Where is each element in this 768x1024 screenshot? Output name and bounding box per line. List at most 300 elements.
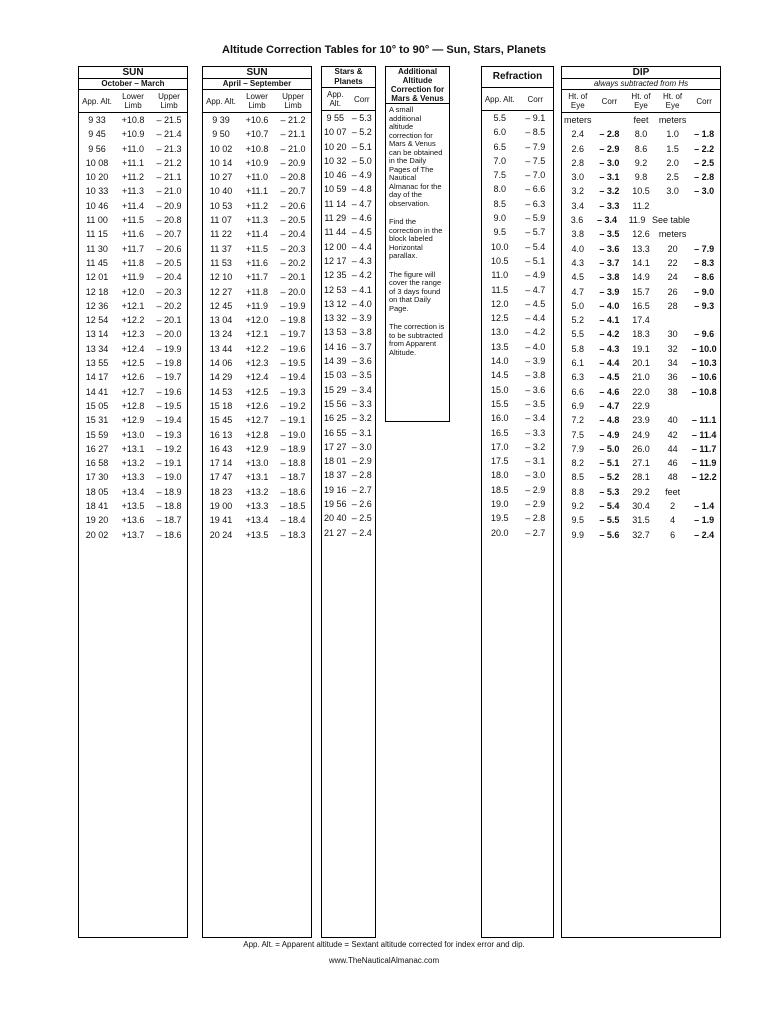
table-cell: 9 33	[88, 115, 106, 125]
table-cell: 12 01	[85, 272, 109, 283]
table-row	[482, 497, 553, 511]
table-cell: 8.0	[493, 184, 506, 195]
table-cell: – 21.5	[156, 115, 182, 125]
table-row	[562, 313, 720, 327]
table-cell: – 4.6	[599, 386, 620, 397]
table-row	[482, 397, 553, 411]
col-ht-eye-ft: Ht. of Eye	[631, 92, 651, 110]
table-cell: +12.0	[121, 286, 145, 297]
table-cell: – 10.6	[691, 372, 717, 383]
table-cell: – 19.5	[156, 400, 182, 411]
table-cell: +13.2	[121, 458, 145, 469]
table-cell: – 19.1	[156, 458, 182, 469]
table-cell: – 4.2	[351, 270, 372, 281]
table-row	[482, 111, 553, 125]
table-cell: 22.9	[632, 400, 650, 411]
table-cell: – 19.7	[156, 372, 182, 383]
table-row	[322, 154, 375, 168]
table-cell: – 4.4	[599, 358, 620, 369]
table-row	[203, 356, 311, 370]
table-cell: +10.6	[245, 115, 269, 125]
table-cell: 6.5	[493, 141, 506, 152]
table-cell: 8.2	[571, 458, 585, 469]
table-cell: – 18.9	[280, 443, 306, 454]
table-cell: – 9.0	[694, 286, 715, 297]
table-row	[482, 268, 553, 282]
table-cell: +11.5	[121, 215, 145, 226]
table-cell: 4	[670, 515, 676, 526]
table-cell: 1.5	[666, 143, 679, 154]
table-row	[482, 125, 553, 139]
table-cell: – 10.8	[691, 386, 717, 397]
table-cell: 21.0	[632, 372, 650, 383]
table-cell: – 3.5	[599, 229, 620, 240]
table-cell: 19 00	[209, 501, 233, 512]
table-cell: 16 13	[209, 429, 233, 440]
table-cell: 19.5	[490, 513, 509, 524]
table-cell: 11 44	[324, 227, 347, 238]
table-row	[322, 182, 375, 196]
table-row	[482, 526, 553, 540]
table-cell: – 3.8	[351, 327, 372, 338]
table-cell: – 3.5	[351, 370, 372, 381]
table-cell: 18.3	[632, 329, 650, 340]
table-cell: +13.2	[245, 486, 269, 497]
table-cell: +11.4	[121, 200, 145, 211]
table-cell: 10 53	[209, 200, 233, 211]
table-row	[203, 270, 311, 284]
table-cell: – 4.2	[525, 327, 546, 338]
table-cell: – 2.2	[694, 143, 715, 154]
table-cell: 10.5	[632, 186, 650, 197]
table-cell: 27.1	[632, 458, 650, 469]
table-cell: – 19.4	[280, 372, 306, 383]
table-cell: 10 59	[323, 184, 347, 195]
table-cell: – 19.2	[156, 443, 182, 454]
table-cell: +11.7	[121, 243, 145, 254]
table-cell: – 5.1	[599, 458, 620, 469]
table-cell: 15 45	[209, 415, 233, 426]
table-cell: – 2.9	[351, 456, 372, 467]
table-row	[79, 299, 187, 313]
table-row	[79, 127, 187, 141]
table-cell: 9 39	[212, 115, 230, 125]
table-row	[203, 485, 311, 499]
table-cell: 2.8	[571, 157, 585, 168]
stars-header: Stars & Planets	[322, 67, 375, 88]
table-cell: – 20.3	[156, 286, 182, 297]
table-cell: 10 02	[209, 143, 233, 154]
table-row	[322, 483, 375, 497]
table-cell: – 4.7	[599, 400, 620, 411]
table-cell: – 19.4	[156, 415, 182, 426]
table-cell: 11 07	[210, 215, 232, 226]
table-row	[79, 370, 187, 384]
table-cell: meters	[564, 115, 592, 125]
table-cell: 11.0	[491, 270, 509, 281]
table-cell: +12.4	[121, 343, 145, 354]
table-cell: – 3.6	[525, 384, 546, 395]
table-row	[482, 426, 553, 440]
col-lower-limb: Lower Limb	[122, 92, 144, 110]
table-cell: 15.0	[490, 384, 509, 395]
table-cell: – 2.5	[351, 513, 372, 524]
table-cell: 15.5	[490, 398, 509, 409]
table-row	[79, 256, 187, 270]
table-cell: – 3.3	[599, 200, 620, 211]
table-cell: +13.5	[121, 501, 145, 512]
table-cell: +11.0	[245, 172, 269, 183]
table-cell: – 7.5	[525, 155, 546, 166]
table-cell: – 3.8	[599, 272, 620, 283]
table-row	[562, 470, 720, 484]
table-row	[322, 340, 375, 354]
table-cell: 10 32	[323, 155, 347, 166]
table-cell: – 9.1	[525, 113, 546, 123]
table-cell: 12.6	[632, 229, 650, 240]
table-cell: – 20.4	[156, 272, 182, 283]
table-cell: – 10.3	[691, 358, 717, 369]
table-cell: – 2.8	[599, 129, 620, 140]
table-cell: 11.5	[491, 284, 509, 295]
venus-p3: The figure will cover the range of 3 days found on that Daily Page.	[389, 269, 442, 313]
table-cell: – 20.6	[280, 200, 306, 211]
table-cell: +12.1	[245, 329, 269, 340]
table-row	[322, 240, 375, 254]
table-row	[322, 297, 375, 311]
table-cell: 13.0	[490, 327, 509, 338]
table-cell: 20	[667, 243, 678, 254]
table-row	[203, 327, 311, 341]
table-cell: – 5.1	[351, 141, 372, 152]
table-row	[562, 485, 720, 499]
table-cell: – 18.4	[280, 515, 306, 526]
sun-oct-mar-table	[78, 66, 188, 938]
table-cell: 17 47	[209, 472, 233, 483]
table-cell: 20 02	[85, 529, 109, 540]
table-cell: +13.5	[245, 529, 269, 540]
table-cell: – 1.4	[694, 501, 715, 512]
table-cell: 30.4	[632, 501, 650, 512]
col-corr-2: Corr	[696, 96, 712, 106]
table-cell: – 5.9	[525, 213, 546, 224]
table-row	[482, 440, 553, 454]
table-row	[562, 442, 720, 456]
table-cell: 9.9	[571, 529, 585, 540]
stars-planets-table	[321, 66, 376, 938]
table-row	[79, 413, 187, 427]
table-cell: – 18.8	[280, 458, 306, 469]
table-cell: – 21.2	[156, 157, 182, 168]
table-cell: 19.0	[490, 499, 509, 510]
table-cell: – 19.3	[156, 429, 182, 440]
table-row	[79, 528, 187, 542]
table-cell: 14 41	[85, 386, 109, 397]
table-cell: +11.8	[245, 286, 269, 297]
table-cell: +12.4	[245, 372, 269, 383]
table-cell: 15 18	[209, 400, 233, 411]
table-cell: 2	[670, 501, 676, 512]
table-cell: 12 53	[323, 284, 347, 295]
table-row	[322, 140, 375, 154]
table-cell: 6.1	[571, 358, 585, 369]
table-cell: 12 17	[323, 255, 347, 266]
table-cell: 12 10	[209, 272, 233, 283]
table-row	[482, 197, 553, 211]
table-cell: 10 46	[85, 200, 109, 211]
stars-rows	[322, 111, 375, 540]
table-cell: +11.7	[245, 272, 269, 283]
table-row	[322, 225, 375, 239]
table-cell: 31.5	[632, 515, 650, 526]
table-cell: – 19.1	[280, 415, 306, 426]
table-cell: +13.6	[121, 515, 145, 526]
table-cell: 8.5	[571, 472, 585, 483]
table-cell: 3.0	[666, 186, 679, 197]
table-row	[79, 227, 187, 241]
table-row	[482, 240, 553, 254]
table-row	[322, 325, 375, 339]
table-cell: 12 36	[85, 300, 109, 311]
table-row	[562, 385, 720, 399]
table-cell: – 2.4	[694, 529, 715, 540]
table-cell: 15 31	[85, 415, 109, 426]
table-cell: – 21.1	[156, 172, 182, 183]
table-cell: 9.8	[634, 172, 648, 183]
table-cell: 5.0	[571, 300, 585, 311]
table-cell: 16 27	[85, 443, 109, 454]
table-cell: 10 33	[85, 186, 109, 197]
table-cell: +11.2	[121, 172, 145, 183]
sun2-header: SUN	[203, 67, 311, 79]
table-cell: – 5.4	[525, 241, 546, 252]
table-cell: 11.2	[632, 200, 650, 211]
sun2-cols	[203, 90, 311, 113]
table-cell: – 18.5	[280, 501, 306, 512]
table-cell: – 19.0	[280, 429, 306, 440]
table-cell: – 11.7	[691, 443, 717, 454]
table-row	[203, 213, 311, 227]
table-row	[203, 428, 311, 442]
table-cell: 9 55	[326, 113, 345, 123]
col-app-alt: App. Alt.	[484, 94, 515, 104]
table-cell: 9.2	[571, 501, 585, 512]
table-row	[322, 125, 375, 139]
table-row	[203, 513, 311, 527]
table-row	[482, 383, 553, 397]
table-cell: 4.3	[571, 257, 585, 268]
table-cell: 2.6	[571, 143, 585, 154]
table-cell: 28	[667, 300, 678, 311]
table-cell: – 3.6	[351, 356, 372, 367]
table-cell: – 3.0	[351, 441, 372, 452]
col-corr: Corr	[353, 94, 370, 104]
table-cell: 12 45	[209, 300, 233, 311]
table-cell: 10 40	[209, 186, 233, 197]
table-cell: – 5.2	[351, 127, 372, 138]
table-cell: +11.0	[121, 143, 145, 154]
table-cell: +13.7	[121, 529, 145, 540]
table-row	[322, 454, 375, 468]
table-cell: +10.9	[245, 157, 269, 168]
table-row	[322, 197, 375, 211]
table-cell: 12 35	[323, 270, 347, 281]
table-cell: – 3.3	[351, 398, 372, 409]
table-cell: – 18.7	[156, 515, 182, 526]
table-cell: 9.5	[571, 515, 585, 526]
table-cell: 6.9	[571, 400, 585, 411]
table-cell: +11.1	[245, 186, 269, 197]
venus-header: Additional Altitude Correction for Mars & Venus	[386, 67, 449, 104]
table-cell: 5.2	[571, 315, 585, 326]
table-cell: – 19.8	[156, 358, 182, 369]
table-cell: +13.0	[121, 429, 145, 440]
table-cell: 29.2	[632, 486, 650, 497]
table-cell: 8.6	[634, 143, 648, 154]
table-cell: – 19.2	[280, 400, 306, 411]
venus-note	[386, 104, 449, 369]
table-cell: +11.9	[245, 300, 269, 311]
table-cell: 11 37	[210, 243, 232, 254]
dip-header: DIP	[562, 67, 720, 79]
col-lower-limb: Lower Limb	[246, 92, 268, 110]
table-row	[482, 511, 553, 525]
table-cell: – 4.0	[599, 300, 620, 311]
table-cell: 14.1	[632, 257, 650, 268]
table-cell: – 19.7	[280, 329, 306, 340]
table-cell: – 3.2	[525, 441, 546, 452]
table-cell: 20 24	[209, 529, 233, 540]
table-row	[79, 142, 187, 156]
table-cell: 1.0	[666, 129, 679, 140]
table-cell: 13.5	[490, 341, 509, 352]
table-cell: 15 56	[323, 398, 347, 409]
table-cell: – 2.4	[351, 527, 372, 538]
table-cell: – 18.6	[280, 486, 306, 497]
table-cell: – 3.9	[599, 286, 620, 297]
table-row	[562, 528, 720, 542]
table-cell: – 20.7	[280, 186, 306, 197]
table-cell: – 3.1	[351, 427, 372, 438]
table-cell: 14 53	[209, 386, 233, 397]
table-cell: 16 43	[209, 443, 233, 454]
table-row	[322, 311, 375, 325]
table-cell: 11 00	[86, 215, 108, 226]
table-row	[203, 170, 311, 184]
dip-rows	[562, 113, 720, 542]
table-cell: – 5.2	[599, 472, 620, 483]
col-corr: Corr	[601, 96, 618, 106]
table-cell: 10 27	[209, 172, 233, 183]
table-cell: – 3.9	[525, 356, 546, 367]
table-row	[562, 356, 720, 370]
table-row	[322, 511, 375, 525]
table-cell: 13 44	[209, 343, 233, 354]
table-cell: 13 04	[209, 315, 233, 326]
table-row	[79, 428, 187, 442]
col-app-alt: App. Alt.	[206, 96, 236, 106]
table-cell: – 18.3	[280, 529, 306, 540]
table-cell: 7.2	[571, 415, 585, 426]
table-row	[79, 442, 187, 456]
table-cell: 19 56	[323, 499, 347, 510]
table-cell: 34	[667, 358, 678, 369]
table-cell: – 7.9	[694, 243, 715, 254]
table-cell: 7.9	[571, 443, 585, 454]
table-cell: meters	[658, 115, 687, 125]
table-cell: 13 34	[85, 343, 109, 354]
table-cell: – 4.1	[351, 284, 372, 295]
table-cell: +13.0	[245, 458, 269, 469]
table-cell: 18 37	[323, 470, 347, 481]
table-cell: – 20.5	[156, 257, 182, 268]
table-cell: 23.9	[632, 415, 650, 426]
table-row	[562, 227, 720, 241]
table-row	[482, 140, 553, 154]
table-cell: – 11.4	[691, 429, 717, 440]
table-row	[322, 426, 375, 440]
table-row	[79, 342, 187, 356]
table-cell: – 3.8	[525, 370, 546, 381]
table-cell: 44	[667, 443, 678, 454]
venus-p4: The correction is to be subtracted from Apparent Altitude.	[389, 322, 445, 357]
table-cell	[657, 313, 689, 327]
table-row	[203, 242, 311, 256]
table-cell: – 2.8	[351, 470, 372, 481]
table-cell: – 2.8	[694, 172, 715, 183]
table-cell: – 11.9	[691, 458, 717, 469]
table-row	[562, 399, 720, 413]
table-cell: 18 23	[209, 486, 233, 497]
table-cell: +13.4	[121, 486, 145, 497]
table-cell: – 21.2	[280, 115, 306, 125]
table-row	[562, 199, 720, 213]
stars-cols	[322, 88, 375, 111]
table-row	[562, 342, 720, 356]
table-cell: 4.0	[571, 243, 585, 254]
col-corr: Corr	[527, 94, 544, 104]
table-cell: – 2.5	[694, 157, 715, 168]
table-cell: – 19.9	[280, 300, 306, 311]
table-cell: 19 16	[323, 484, 347, 495]
table-cell: – 20.1	[280, 272, 306, 283]
table-row	[562, 327, 720, 341]
table-cell: 14.9	[632, 272, 650, 283]
dip-cols	[562, 90, 720, 113]
table-cell: 3.4	[571, 200, 585, 211]
table-row	[322, 440, 375, 454]
table-cell: – 3.9	[351, 313, 372, 324]
table-cell: +12.9	[121, 415, 145, 426]
table-cell: – 20.5	[280, 215, 306, 226]
table-cell: – 3.0	[599, 157, 620, 168]
table-row	[79, 499, 187, 513]
table-cell: 40	[667, 415, 678, 426]
sun1-header: SUN	[79, 67, 187, 79]
table-cell: 16.5	[632, 300, 650, 311]
table-cell: +10.8	[121, 115, 145, 125]
table-row	[79, 113, 187, 127]
table-cell: 4.5	[571, 272, 585, 283]
table-row	[322, 526, 375, 540]
table-row	[562, 370, 720, 384]
table-row	[203, 256, 311, 270]
table-cell: – 4.9	[525, 270, 546, 281]
table-row	[482, 354, 553, 368]
table-cell: 16.5	[490, 427, 509, 438]
table-cell: 10 46	[323, 170, 347, 181]
table-cell: +12.8	[121, 400, 145, 411]
